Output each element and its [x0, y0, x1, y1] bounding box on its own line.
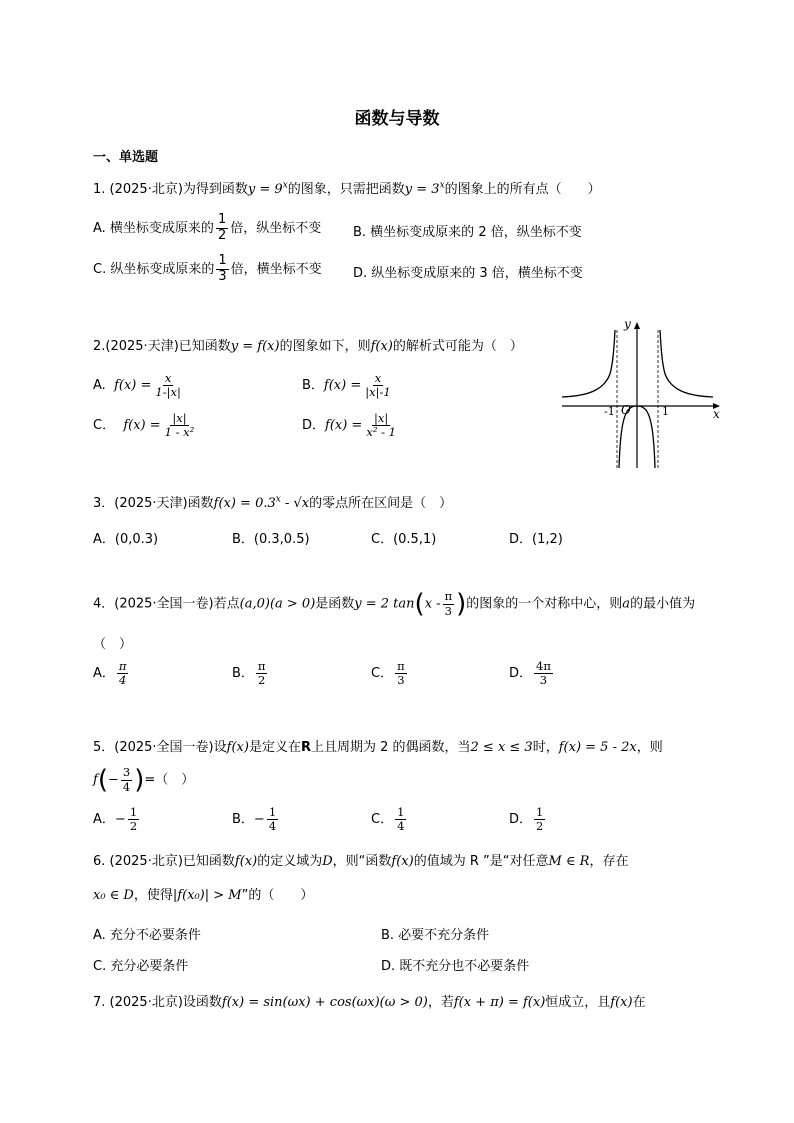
q4-option-b: B． $\frac{\pi}{2}$ [232, 659, 266, 688]
q2-function-graph [558, 318, 728, 473]
q6-option-b: B. 必要不充分条件 [381, 928, 490, 943]
q6-option-c: C. 充分必要条件 [93, 959, 189, 974]
curve-left-branch [562, 330, 615, 397]
tick-label-neg1: -1 [604, 405, 615, 418]
q6-option-d: D. 既不充分也不必要条件 [381, 959, 530, 974]
q6-option-a: A. 充分不必要条件 [93, 928, 201, 943]
origin-label: O [621, 403, 631, 417]
q1-option-b: B. 横坐标变成原来的 2 倍，纵坐标不变 [353, 225, 582, 240]
q2-option-a: A. f(x) = $\frac{x}{1-|x|}$ [93, 371, 181, 400]
q4-paren: （ ） [93, 637, 133, 652]
q1-option-d: D. 纵坐标变成原来的 3 倍，横坐标不变 [353, 266, 583, 281]
q2-option-c: C． f(x) = $\frac{|x|}{\text{1 - x²}}$ [93, 411, 195, 440]
q1-option-a: A. 横坐标变成原来的 $\frac{1}{2}$ 倍，纵坐标不变 [93, 212, 322, 243]
q3-option-b: B．(0.3,0.5) [232, 532, 310, 547]
q5-option-d: D． $\frac{1}{2}$ [509, 805, 544, 834]
q4-option-c: C． $\frac{\pi}{3}$ [371, 659, 405, 688]
q6-stem-line2: x₀ ∈ D，使得|f(x₀)| > M”的（ ） [93, 888, 314, 903]
x-axis-label: x [713, 407, 720, 421]
q5-option-c: C． $\frac{1}{4}$ [371, 805, 405, 834]
q4-stem: 4．(2025·全国一卷)若点(a,0)(a > 0)是函数y = 2 tan(x - $\frac{\pi}{3}$ )的图象的一个对称中心，则a的最小值为 [93, 589, 696, 619]
curve-right-branch [660, 330, 713, 397]
q2-option-d: D．f(x) = $\frac{|x|}{\text{x² - 1}}$ [302, 411, 396, 440]
q3-option-a: A．(0,0.3) [93, 532, 159, 547]
q1-option-c: C. 纵坐标变成原来的 $\frac{1}{3}$ 倍，横坐标不变 [93, 253, 322, 284]
q3-option-d: D．(1,2) [509, 532, 563, 547]
q5-option-b: B．− $\frac{1}{4}$ [232, 805, 277, 834]
y-axis-label: y [624, 318, 631, 331]
tick-label-1: 1 [662, 405, 669, 418]
q2-option-b: B．f(x) = $\frac{x}{|x|-1}$ [302, 371, 391, 400]
q5-stem-line2: f(− $\frac{3}{4}$ )=（ ） [93, 765, 195, 795]
q6-stem: 6. (2025·北京)已知函数f(x)的定义域为D，则“函数f(x)的值域为 R ”是“对任意M ∈ R，存在 [93, 854, 629, 869]
page-title: 函数与导数 [354, 109, 440, 129]
q3-stem: 3．(2025·天津)函数$f(x) = 0.3^x - √x$的零点所在区间是（ ） [93, 494, 453, 511]
section-heading: 一、单选题 [93, 150, 159, 165]
q3-option-c: C．(0.5,1) [371, 532, 437, 547]
q2-stem: 2.(2025·天津)已知函数y = f(x)的图象如下，则f(x)的解析式可能为（ ） [93, 339, 523, 354]
q7-stem: 7. (2025·北京)设函数f(x) = sin(ωx) + cos(ωx)(ω > 0)，若f(x + π) = f(x)恒成立，且f(x)在 [93, 995, 646, 1010]
q4-option-a: A． $\frac{\pi}{4}$ [93, 659, 127, 688]
q5-option-a: A．− $\frac{1}{2}$ [93, 805, 138, 834]
q1-stem: 1. (2025·北京)为得到函数$y = 9^x$的图象，只需把函数$y = 3^x$的图象上的所有点（ ） [93, 180, 601, 197]
y-axis-arrow [634, 322, 640, 329]
q4-option-d: D． $\frac{4\pi}{3}$ [509, 659, 551, 688]
q5-stem: 5．(2025·全国一卷)设f(x)是定义在R上且周期为 2 的偶函数，当2 ≤ x ≤ 3时，f(x) = 5 - 2x，则 [93, 740, 663, 755]
